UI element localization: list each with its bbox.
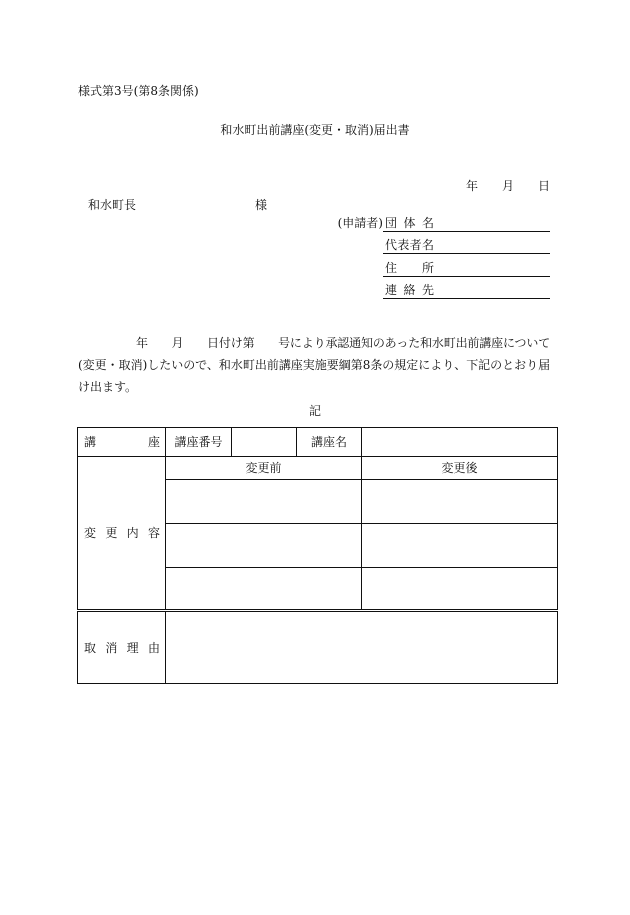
applicant-field-label: 団 体 名 bbox=[385, 216, 434, 230]
table-row-change-header bbox=[78, 457, 558, 480]
document-title: 和水町出前講座(変更・取消)届出書 bbox=[220, 123, 410, 137]
note-heading: 記 bbox=[308, 404, 321, 418]
table-row-course bbox=[78, 428, 558, 457]
applicant-field-label: 連 絡 先 bbox=[385, 283, 434, 297]
course-number-value-cell bbox=[232, 428, 297, 457]
course-name-value-cell bbox=[362, 428, 558, 457]
applicant-field-organization bbox=[383, 216, 550, 232]
body-line: (変更・取消)したいので、和水町出前講座実施要綱第8条の規定により、下記のとおり届 bbox=[78, 358, 550, 372]
change-before-cell-1 bbox=[166, 480, 362, 524]
course-name-label-cell: 講座名 bbox=[297, 428, 362, 457]
body-line: 年 月 日付け第 号により承認通知のあった和水町出前講座について bbox=[136, 336, 550, 350]
applicant-field-label: 代表者名 bbox=[385, 238, 434, 252]
applicant-field-label: 住 所 bbox=[385, 261, 434, 275]
change-before-cell-3 bbox=[166, 568, 362, 611]
change-after-cell-1 bbox=[362, 480, 558, 524]
application-table bbox=[77, 427, 558, 684]
addressee-honorific: 様 bbox=[255, 198, 268, 212]
change-before-header-cell: 変更前 bbox=[166, 457, 362, 480]
applicant-field-contact bbox=[383, 283, 550, 299]
cancel-reason-value-cell bbox=[166, 611, 558, 684]
body-line: け出ます。 bbox=[78, 380, 138, 394]
applicant-field-address bbox=[383, 261, 550, 277]
course-number-label-cell: 講座番号 bbox=[166, 428, 232, 457]
change-after-cell-3 bbox=[362, 568, 558, 611]
applicant-label: (申請者) bbox=[337, 216, 383, 230]
course-label-cell: 講 座 bbox=[78, 428, 166, 457]
cancel-reason-label-cell: 取 消 理 由 bbox=[78, 611, 166, 684]
date-line: 年 月 日 bbox=[465, 179, 550, 193]
addressee-name: 和水町長 bbox=[88, 198, 137, 212]
change-after-header-cell: 変更後 bbox=[362, 457, 558, 480]
form-number-label: 様式第3号(第8条関係) bbox=[78, 84, 199, 98]
table-row-cancel-reason bbox=[78, 611, 558, 684]
change-content-label-cell: 変 更 内 容 bbox=[78, 457, 166, 611]
change-before-cell-2 bbox=[166, 524, 362, 568]
change-after-cell-2 bbox=[362, 524, 558, 568]
applicant-field-representative bbox=[383, 238, 550, 254]
